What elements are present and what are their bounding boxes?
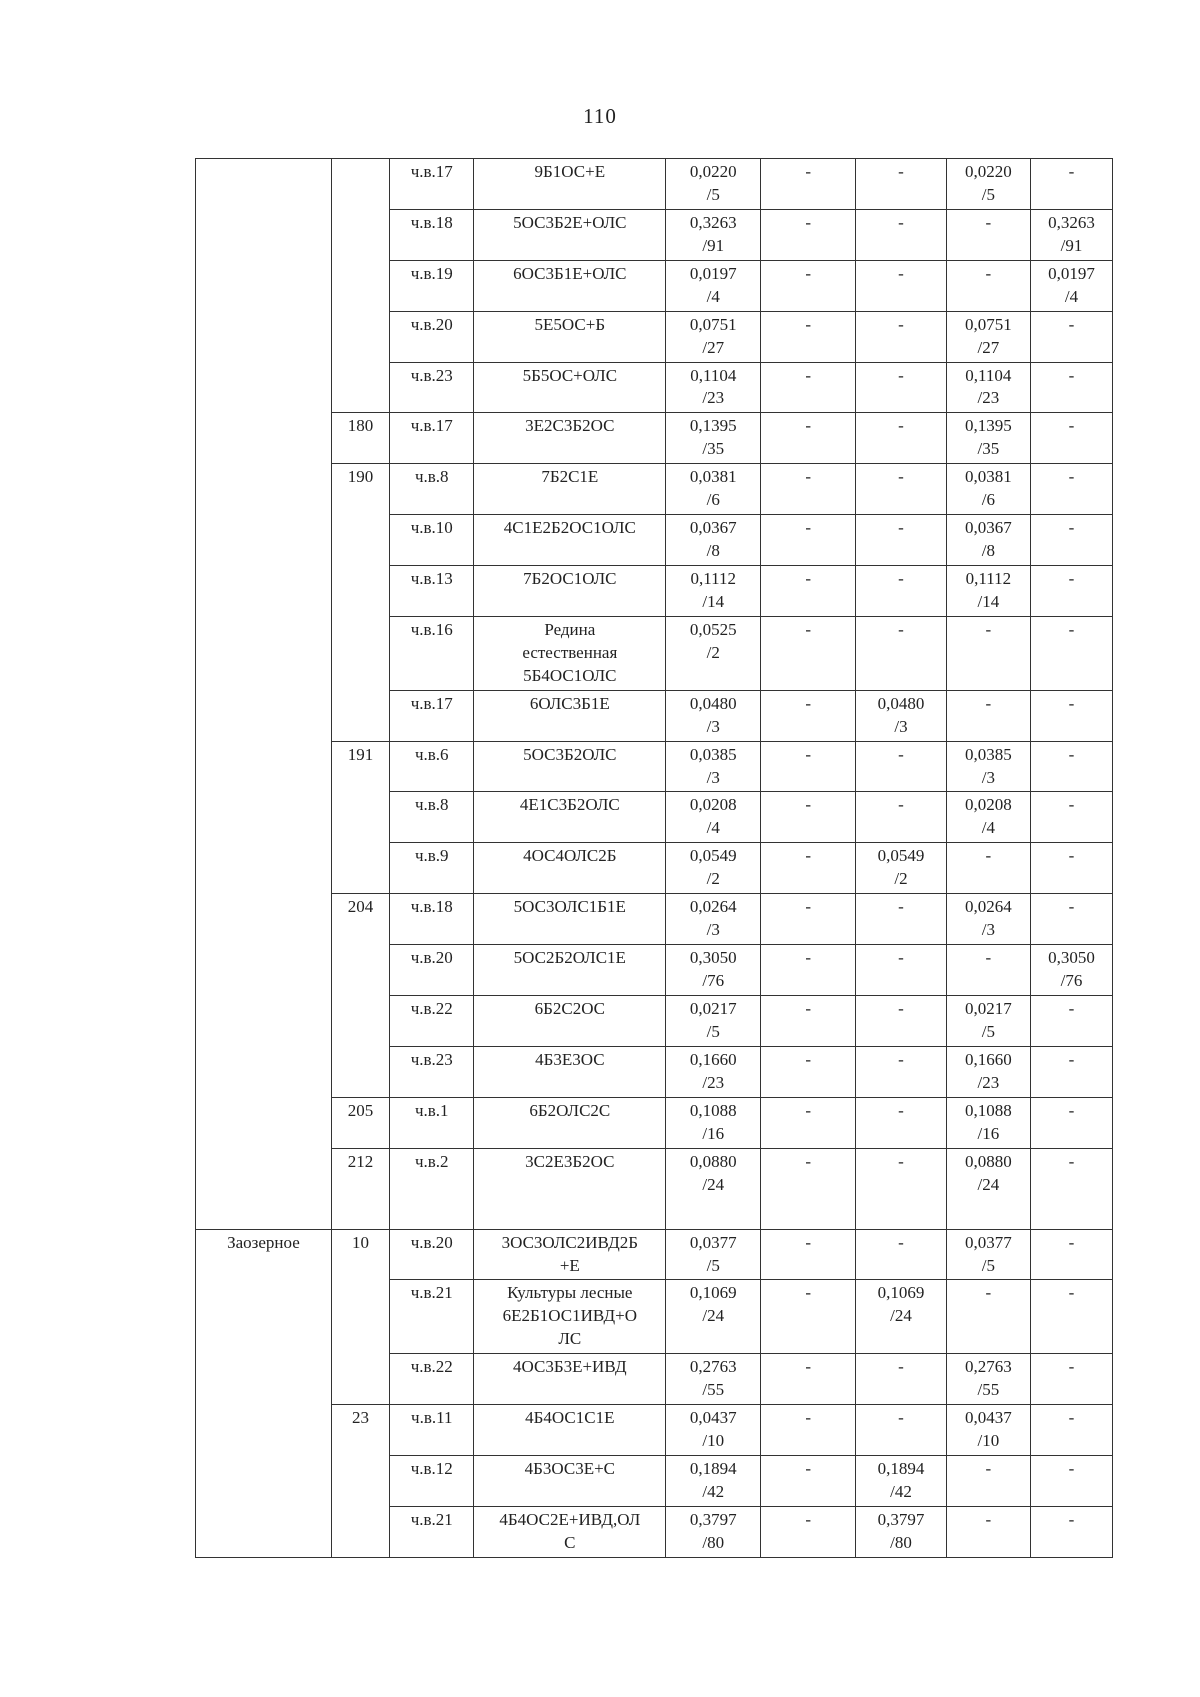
composition-cell: 4Б4ОС2Е+ИВД,ОЛ С xyxy=(474,1506,666,1557)
composition-cell: 5Е5ОС+Б xyxy=(474,311,666,362)
category-d-cell: - xyxy=(1030,690,1112,741)
category-c-cell: 0,0751 /27 xyxy=(946,311,1030,362)
category-a-cell: - xyxy=(761,945,856,996)
category-a-cell: - xyxy=(761,566,856,617)
table-row xyxy=(196,1229,1113,1280)
category-b-cell: 0,1069 /24 xyxy=(856,1280,947,1354)
kvartal-cell: 205 xyxy=(331,1097,389,1148)
kvartal-cell xyxy=(331,159,389,413)
area-volume-cell: 0,0264 /3 xyxy=(666,894,761,945)
vydel-cell: ч.в.18 xyxy=(390,894,474,945)
category-a-cell: - xyxy=(761,843,856,894)
vydel-cell: ч.в.1 xyxy=(390,1097,474,1148)
category-d-cell: - xyxy=(1030,616,1112,690)
vydel-cell: ч.в.21 xyxy=(390,1280,474,1354)
composition-cell: 4Б3Е3ОС xyxy=(474,1046,666,1097)
kvartal-cell: 10 xyxy=(331,1229,389,1405)
table-row xyxy=(196,894,1113,945)
area-volume-cell: 0,1660 /23 xyxy=(666,1046,761,1097)
vydel-cell: ч.в.8 xyxy=(390,464,474,515)
category-d-cell: - xyxy=(1030,1506,1112,1557)
area-volume-cell: 0,0751 /27 xyxy=(666,311,761,362)
category-c-cell: 0,0880 /24 xyxy=(946,1148,1030,1229)
composition-cell: 4ОС4ОЛС2Б xyxy=(474,843,666,894)
vydel-cell: ч.в.6 xyxy=(390,741,474,792)
category-d-cell: - xyxy=(1030,843,1112,894)
category-a-cell: - xyxy=(761,1046,856,1097)
vydel-cell: ч.в.8 xyxy=(390,792,474,843)
area-volume-cell: 0,1104 /23 xyxy=(666,362,761,413)
table-row xyxy=(196,464,1113,515)
location-cell: Заозерное xyxy=(196,1229,332,1557)
category-d-cell: - xyxy=(1030,1097,1112,1148)
area-volume-cell: 0,0381 /6 xyxy=(666,464,761,515)
table-row xyxy=(196,741,1113,792)
category-b-cell: - xyxy=(856,1097,947,1148)
category-c-cell: - xyxy=(946,843,1030,894)
category-a-cell: - xyxy=(761,1456,856,1507)
table-body xyxy=(196,159,1113,1558)
kvartal-cell: 23 xyxy=(331,1405,389,1558)
category-b-cell: - xyxy=(856,515,947,566)
composition-cell: 7Б2ОС1ОЛС xyxy=(474,566,666,617)
area-volume-cell: 0,0367 /8 xyxy=(666,515,761,566)
composition-cell: 3Е2С3Б2ОС xyxy=(474,413,666,464)
composition-cell: 5ОС3Б2Е+ОЛС xyxy=(474,209,666,260)
area-volume-cell: 0,1069 /24 xyxy=(666,1280,761,1354)
vydel-cell: ч.в.22 xyxy=(390,995,474,1046)
category-c-cell: - xyxy=(946,1280,1030,1354)
category-b-cell: - xyxy=(856,741,947,792)
category-d-cell: - xyxy=(1030,1456,1112,1507)
forest-allocation-table xyxy=(195,158,1113,1558)
category-d-cell: - xyxy=(1030,1148,1112,1229)
vydel-cell: ч.в.19 xyxy=(390,260,474,311)
vydel-cell: ч.в.10 xyxy=(390,515,474,566)
kvartal-cell: 190 xyxy=(331,464,389,741)
category-c-cell: 0,1395 /35 xyxy=(946,413,1030,464)
category-d-cell: - xyxy=(1030,159,1112,210)
category-b-cell: - xyxy=(856,792,947,843)
category-c-cell: 0,2763 /55 xyxy=(946,1354,1030,1405)
composition-cell: 4Б4ОС1С1Е xyxy=(474,1405,666,1456)
category-d-cell: - xyxy=(1030,1229,1112,1280)
page-number: 110 xyxy=(583,104,617,128)
category-a-cell: - xyxy=(761,1280,856,1354)
vydel-cell: ч.в.17 xyxy=(390,690,474,741)
category-d-cell: - xyxy=(1030,311,1112,362)
category-c-cell: 0,1104 /23 xyxy=(946,362,1030,413)
area-volume-cell: 0,0525 /2 xyxy=(666,616,761,690)
area-volume-cell: 0,3050 /76 xyxy=(666,945,761,996)
vydel-cell: ч.в.23 xyxy=(390,362,474,413)
category-b-cell: 0,1894 /42 xyxy=(856,1456,947,1507)
area-volume-cell: 0,0217 /5 xyxy=(666,995,761,1046)
category-a-cell: - xyxy=(761,159,856,210)
vydel-cell: ч.в.21 xyxy=(390,1506,474,1557)
vydel-cell: ч.в.20 xyxy=(390,311,474,362)
category-c-cell: 0,1660 /23 xyxy=(946,1046,1030,1097)
composition-cell: 7Б2С1Е xyxy=(474,464,666,515)
composition-cell: 5Б5ОС+ОЛС xyxy=(474,362,666,413)
composition-cell: 9Б1ОС+Е xyxy=(474,159,666,210)
category-c-cell: 0,0217 /5 xyxy=(946,995,1030,1046)
vydel-cell: ч.в.20 xyxy=(390,1229,474,1280)
vydel-cell: ч.в.17 xyxy=(390,413,474,464)
vydel-cell: ч.в.2 xyxy=(390,1148,474,1229)
kvartal-cell: 204 xyxy=(331,894,389,1098)
category-c-cell: - xyxy=(946,209,1030,260)
category-b-cell: - xyxy=(856,1405,947,1456)
category-c-cell: - xyxy=(946,690,1030,741)
composition-cell: 4С1Е2Б2ОС1ОЛС xyxy=(474,515,666,566)
vydel-cell: ч.в.13 xyxy=(390,566,474,617)
category-a-cell: - xyxy=(761,1405,856,1456)
composition-cell: 6ОЛС3Б1Е xyxy=(474,690,666,741)
category-b-cell: 0,0480 /3 xyxy=(856,690,947,741)
vydel-cell: ч.в.9 xyxy=(390,843,474,894)
area-volume-cell: 0,1088 /16 xyxy=(666,1097,761,1148)
category-c-cell: - xyxy=(946,1456,1030,1507)
category-d-cell: - xyxy=(1030,413,1112,464)
category-d-cell: - xyxy=(1030,362,1112,413)
category-c-cell: - xyxy=(946,945,1030,996)
area-volume-cell: 0,0480 /3 xyxy=(666,690,761,741)
category-b-cell: - xyxy=(856,311,947,362)
category-b-cell: - xyxy=(856,209,947,260)
area-volume-cell: 0,0220 /5 xyxy=(666,159,761,210)
composition-cell: 6Б2ОЛС2С xyxy=(474,1097,666,1148)
composition-cell: 4Е1С3Б2ОЛС xyxy=(474,792,666,843)
composition-cell: 5ОС3ОЛС1Б1Е xyxy=(474,894,666,945)
category-c-cell: 0,0385 /3 xyxy=(946,741,1030,792)
location-cell xyxy=(196,159,332,1230)
composition-cell: 6ОС3Б1Е+ОЛС xyxy=(474,260,666,311)
vydel-cell: ч.в.12 xyxy=(390,1456,474,1507)
category-b-cell: - xyxy=(856,464,947,515)
category-a-cell: - xyxy=(761,1229,856,1280)
category-d-cell: 0,3263 /91 xyxy=(1030,209,1112,260)
kvartal-cell: 180 xyxy=(331,413,389,464)
category-a-cell: - xyxy=(761,995,856,1046)
category-d-cell: 0,3050 /76 xyxy=(1030,945,1112,996)
category-b-cell: 0,3797 /80 xyxy=(856,1506,947,1557)
area-volume-cell: 0,3263 /91 xyxy=(666,209,761,260)
category-b-cell: - xyxy=(856,362,947,413)
category-d-cell: - xyxy=(1030,566,1112,617)
category-a-cell: - xyxy=(761,260,856,311)
area-volume-cell: 0,2763 /55 xyxy=(666,1354,761,1405)
area-volume-cell: 0,0437 /10 xyxy=(666,1405,761,1456)
category-c-cell: - xyxy=(946,616,1030,690)
area-volume-cell: 0,0197 /4 xyxy=(666,260,761,311)
category-d-cell: - xyxy=(1030,1046,1112,1097)
area-volume-cell: 0,0208 /4 xyxy=(666,792,761,843)
category-d-cell: - xyxy=(1030,741,1112,792)
composition-cell: 5ОС2Б2ОЛС1Е xyxy=(474,945,666,996)
vydel-cell: ч.в.20 xyxy=(390,945,474,996)
area-volume-cell: 0,1894 /42 xyxy=(666,1456,761,1507)
category-b-cell: - xyxy=(856,413,947,464)
category-a-cell: - xyxy=(761,1506,856,1557)
kvartal-cell: 191 xyxy=(331,741,389,894)
category-b-cell: - xyxy=(856,1148,947,1229)
category-d-cell: - xyxy=(1030,1354,1112,1405)
category-d-cell: - xyxy=(1030,464,1112,515)
category-a-cell: - xyxy=(761,1097,856,1148)
category-a-cell: - xyxy=(761,616,856,690)
category-c-cell: 0,0381 /6 xyxy=(946,464,1030,515)
category-d-cell: - xyxy=(1030,792,1112,843)
vydel-cell: ч.в.18 xyxy=(390,209,474,260)
vydel-cell: ч.в.23 xyxy=(390,1046,474,1097)
area-volume-cell: 0,3797 /80 xyxy=(666,1506,761,1557)
composition-cell: 3С2Е3Б2ОС xyxy=(474,1148,666,1229)
category-a-cell: - xyxy=(761,209,856,260)
category-b-cell: - xyxy=(856,945,947,996)
area-volume-cell: 0,0377 /5 xyxy=(666,1229,761,1280)
category-a-cell: - xyxy=(761,515,856,566)
category-d-cell: - xyxy=(1030,1280,1112,1354)
category-c-cell: 0,0367 /8 xyxy=(946,515,1030,566)
composition-cell: 4Б3ОС3Е+С xyxy=(474,1456,666,1507)
category-d-cell: 0,0197 /4 xyxy=(1030,260,1112,311)
area-volume-cell: 0,0549 /2 xyxy=(666,843,761,894)
category-b-cell: - xyxy=(856,566,947,617)
category-c-cell: 0,1088 /16 xyxy=(946,1097,1030,1148)
vydel-cell: ч.в.17 xyxy=(390,159,474,210)
category-b-cell: - xyxy=(856,1229,947,1280)
table-row xyxy=(196,413,1113,464)
area-volume-cell: 0,1395 /35 xyxy=(666,413,761,464)
category-c-cell: - xyxy=(946,260,1030,311)
category-b-cell: - xyxy=(856,894,947,945)
composition-cell: 6Б2С2ОС xyxy=(474,995,666,1046)
category-c-cell: - xyxy=(946,1506,1030,1557)
category-a-cell: - xyxy=(761,741,856,792)
area-volume-cell: 0,0880 /24 xyxy=(666,1148,761,1229)
table-row xyxy=(196,159,1113,210)
category-b-cell: - xyxy=(856,616,947,690)
category-b-cell: - xyxy=(856,260,947,311)
category-d-cell: - xyxy=(1030,515,1112,566)
category-b-cell: - xyxy=(856,1354,947,1405)
category-c-cell: 0,0220 /5 xyxy=(946,159,1030,210)
composition-cell: Культуры лесные 6Е2Б1ОС1ИВД+О ЛС xyxy=(474,1280,666,1354)
category-d-cell: - xyxy=(1030,894,1112,945)
category-a-cell: - xyxy=(761,1354,856,1405)
category-a-cell: - xyxy=(761,362,856,413)
area-volume-cell: 0,0385 /3 xyxy=(666,741,761,792)
vydel-cell: ч.в.11 xyxy=(390,1405,474,1456)
category-a-cell: - xyxy=(761,1148,856,1229)
table-row xyxy=(196,1148,1113,1229)
category-c-cell: 0,1112 /14 xyxy=(946,566,1030,617)
table-row xyxy=(196,1097,1113,1148)
category-a-cell: - xyxy=(761,464,856,515)
table-row xyxy=(196,1405,1113,1456)
vydel-cell: ч.в.16 xyxy=(390,616,474,690)
category-a-cell: - xyxy=(761,413,856,464)
category-c-cell: 0,0437 /10 xyxy=(946,1405,1030,1456)
category-c-cell: 0,0208 /4 xyxy=(946,792,1030,843)
composition-cell: Редина естественная 5Б4ОС1ОЛС xyxy=(474,616,666,690)
composition-cell: 5ОС3Б2ОЛС xyxy=(474,741,666,792)
composition-cell: 3ОС3ОЛС2ИВД2Б +Е xyxy=(474,1229,666,1280)
category-b-cell: 0,0549 /2 xyxy=(856,843,947,894)
category-b-cell: - xyxy=(856,159,947,210)
category-a-cell: - xyxy=(761,894,856,945)
vydel-cell: ч.в.22 xyxy=(390,1354,474,1405)
kvartal-cell: 212 xyxy=(331,1148,389,1229)
category-c-cell: 0,0264 /3 xyxy=(946,894,1030,945)
category-d-cell: - xyxy=(1030,1405,1112,1456)
category-c-cell: 0,0377 /5 xyxy=(946,1229,1030,1280)
category-d-cell: - xyxy=(1030,995,1112,1046)
category-b-cell: - xyxy=(856,995,947,1046)
category-a-cell: - xyxy=(761,311,856,362)
area-volume-cell: 0,1112 /14 xyxy=(666,566,761,617)
category-a-cell: - xyxy=(761,690,856,741)
category-b-cell: - xyxy=(856,1046,947,1097)
composition-cell: 4ОС3Б3Е+ИВД xyxy=(474,1354,666,1405)
category-a-cell: - xyxy=(761,792,856,843)
